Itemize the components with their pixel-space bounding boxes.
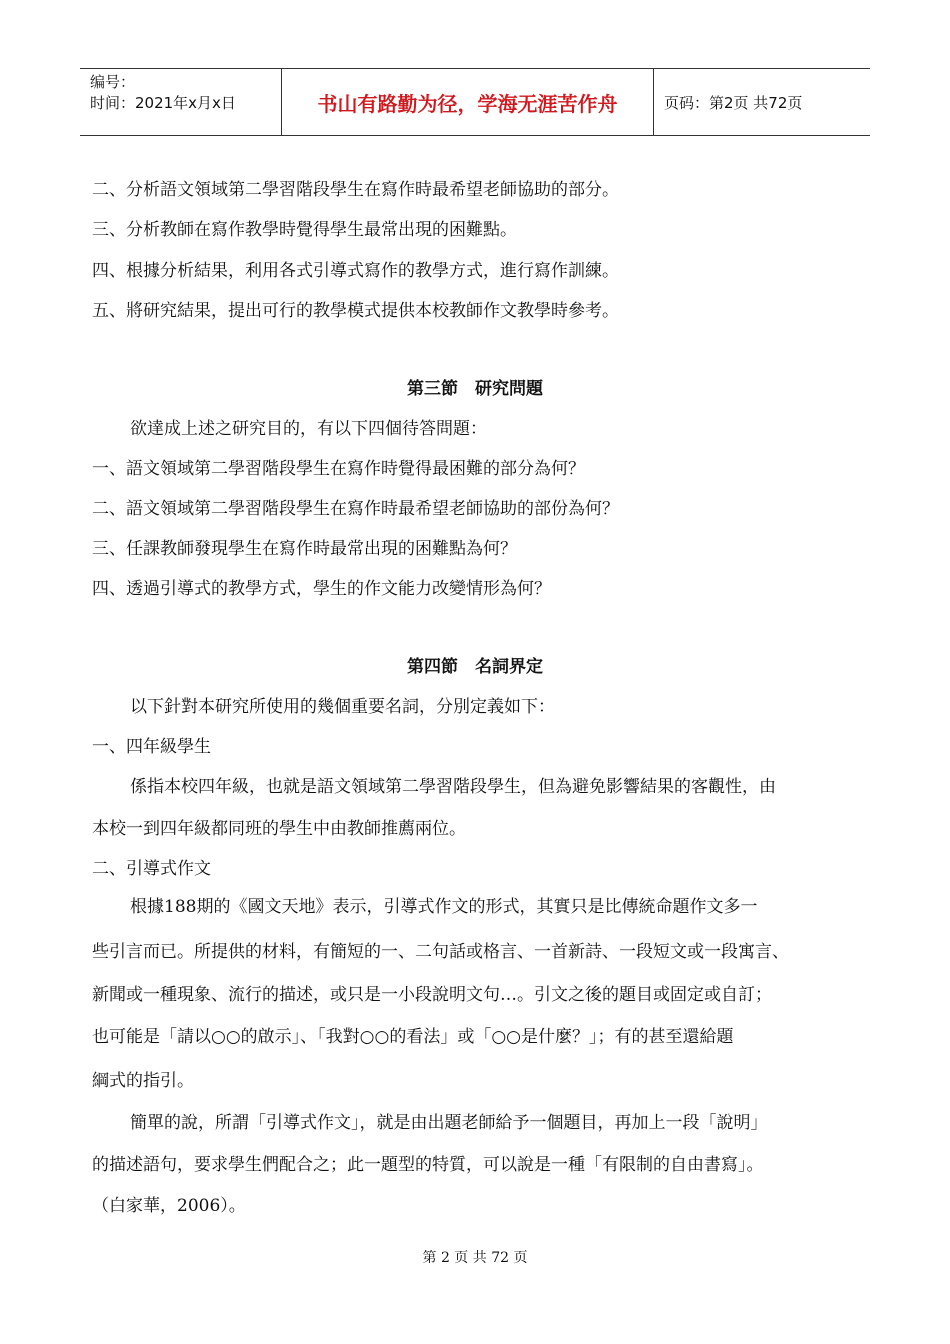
section-4-intro: 以下針對本研究所使用的幾個重要名詞，分別定義如下： xyxy=(130,697,555,717)
term-1-title: 一、四年級學生 xyxy=(92,737,211,757)
question-item-1: 一、語文領域第二學習階段學生在寫作時覺得最困難的部分為何？ xyxy=(92,459,585,479)
section-3-intro: 欲達成上述之研究目的，有以下四個待答問題： xyxy=(130,419,487,439)
page-header xyxy=(80,68,870,136)
question-item-4: 四、透過引導式的教學方式，學生的作文能力改變情形為何？ xyxy=(92,579,551,599)
header-meta xyxy=(80,69,282,135)
objective-item-5: 五、將研究結果，提出可行的教學模式提供本校教師作文教學時參考。 xyxy=(92,301,619,321)
objective-item-4: 四、根據分析結果，利用各式引導式寫作的教學方式，進行寫作訓練。 xyxy=(92,261,619,281)
term-1-desc-line-1: 係指本校四年級，也就是語文領域第二學習階段學生，但為避免影響結果的客觀性，由 xyxy=(130,777,776,797)
question-item-2: 二、語文領域第二學習階段學生在寫作時最希望老師協助的部份為何？ xyxy=(92,499,619,519)
page-footer: 第 2 页 共 72 页 xyxy=(422,1250,528,1266)
term-2-desc-line-5: 綱式的指引。 xyxy=(92,1071,194,1091)
objective-item-2: 二、分析語文領域第二學習階段學生在寫作時最希望老師協助的部分。 xyxy=(92,180,619,200)
term-2-desc-line-2: 些引言而已。所提供的材料，有簡短的一、二句話或格言、一首新詩、一段短文或一段寓言、 xyxy=(92,942,789,962)
term-2-title: 二、引導式作文 xyxy=(92,859,211,879)
section-4-heading: 第四節 名詞界定 xyxy=(407,657,543,677)
question-item-3: 三、任課教師發現學生在寫作時最常出現的困難點為何？ xyxy=(92,539,517,559)
objective-item-3: 三、分析教師在寫作教學時覺得學生最常出現的困難點。 xyxy=(92,220,517,240)
term-2-desc-line-4: 也可能是「請以○○的啟示」、「我對○○的看法」或「○○是什麼？」；有的甚至還給題 xyxy=(92,1027,734,1047)
document-time-label: 时间：2021年x月x日 xyxy=(90,94,236,112)
term-2-desc2-line-1: 簡單的說，所謂「引導式作文」，就是由出題老師給予一個題目，再加上一段「說明」 xyxy=(130,1113,768,1133)
term-2-desc2-line-2: 的描述語句，要求學生們配合之；此一題型的特質，可以說是一種「有限制的自由書寫」。 xyxy=(92,1155,764,1175)
term-2-desc-line-3: 新聞或一種現象、流行的描述，或只是一小段說明文句…。引文之後的題目或固定或自訂； xyxy=(92,985,772,1005)
header-motto: 书山有路勤为径，学海无涯苦作舟 xyxy=(282,69,654,135)
header-page-info: 页码：第2页 共72页 xyxy=(664,93,803,112)
term-2-desc-line-1: 根據188期的《國文天地》表示，引導式作文的形式，其實只是比傳統命題作文多一 xyxy=(130,897,758,917)
term-1-desc-line-2: 本校一到四年級都同班的學生中由教師推薦兩位。 xyxy=(92,819,466,839)
document-number-label: 编号： xyxy=(90,73,136,91)
section-3-heading: 第三節 研究問題 xyxy=(407,379,543,399)
citation-line: （白家華，2006）。 xyxy=(92,1196,246,1216)
